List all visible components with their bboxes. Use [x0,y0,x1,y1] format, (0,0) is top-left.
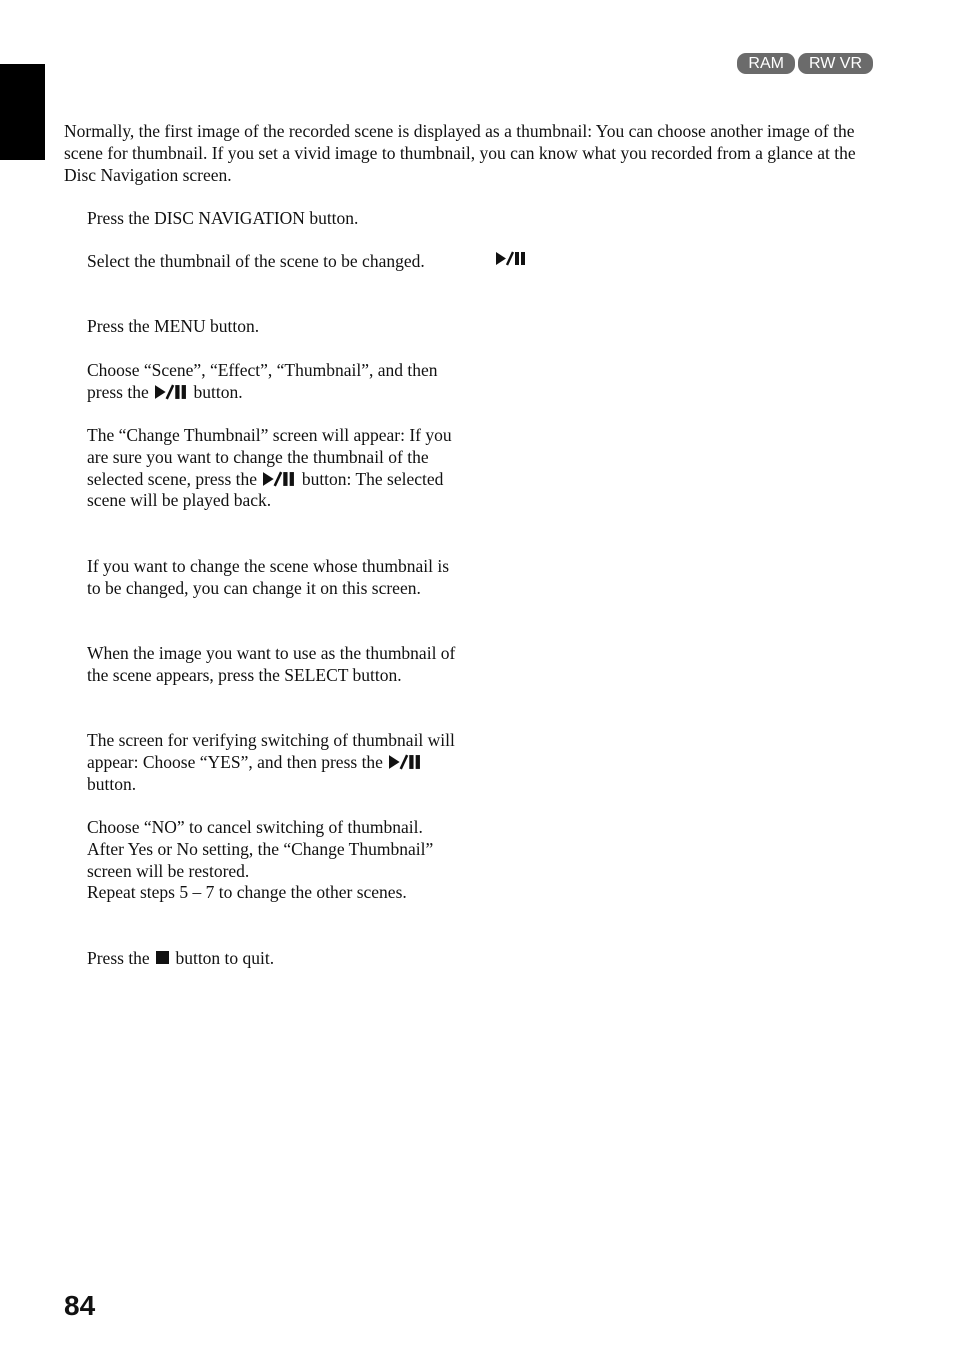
step-10 [87,948,467,970]
intro-paragraph: Normally, the first image of the recorded scene is displayed as a thumbnail: You can choose another image of the scene for thumbnail. If you set a vivid image to thumbnail, you can know what you recorded from a glance at the Disc Navigation screen. [64,121,856,185]
step-4-text-end: button. [193,381,243,402]
disc-type-badges [737,53,873,74]
step-6: If you want to change the scene whose thumbnail is to be changed, you can change it on this screen. [87,556,450,598]
play-pause-icon [261,471,297,487]
play-pause-icon [153,384,189,400]
step-notes [87,817,467,904]
step-5-text-end: button: The selected scene will be played back. [87,468,444,511]
play-pause-icon [495,251,527,266]
step-8-text: The screen for verifying switching of thumbnail will appear: Choose “YES”, and then press the [87,730,455,772]
step-10-text-end: button to quit. [175,948,275,968]
chapter-tab-marker [0,64,45,160]
step-10-text: Press the [87,948,150,968]
page-number: 84 [64,1290,96,1321]
badge-rw-vr: RW VR [798,53,873,74]
step-5 [87,425,467,512]
stop-icon [156,951,169,964]
play-pause-icon [387,754,423,770]
note-restore: After Yes or No setting, the “Change Thumbnail” screen will be restored. [87,838,434,881]
step-5-text: The “Change Thumbnail” screen will appear: If you are sure you want to change the thumbnail of the selected scene, press the [87,425,452,489]
step-7: When the image you want to use as the thumbnail of the scene appears, press the SELECT button. [87,643,456,685]
step-3: Press the MENU button. [87,316,260,336]
step-4 [87,360,467,404]
note-cancel: Choose “NO” to cancel switching of thumbnail. [87,817,423,837]
step-2: Select the thumbnail of the scene to be changed. [87,251,425,271]
step-8 [87,730,467,795]
badge-ram: RAM [737,53,795,74]
step-1: Press the DISC NAVIGATION button. [87,208,359,228]
step-4-text: Choose “Scene”, “Effect”, “Thumbnail”, and then press the [87,360,438,402]
step-8-text-end: button. [87,773,137,794]
note-repeat: Repeat steps 5 – 7 to change the other scenes. [87,882,407,903]
